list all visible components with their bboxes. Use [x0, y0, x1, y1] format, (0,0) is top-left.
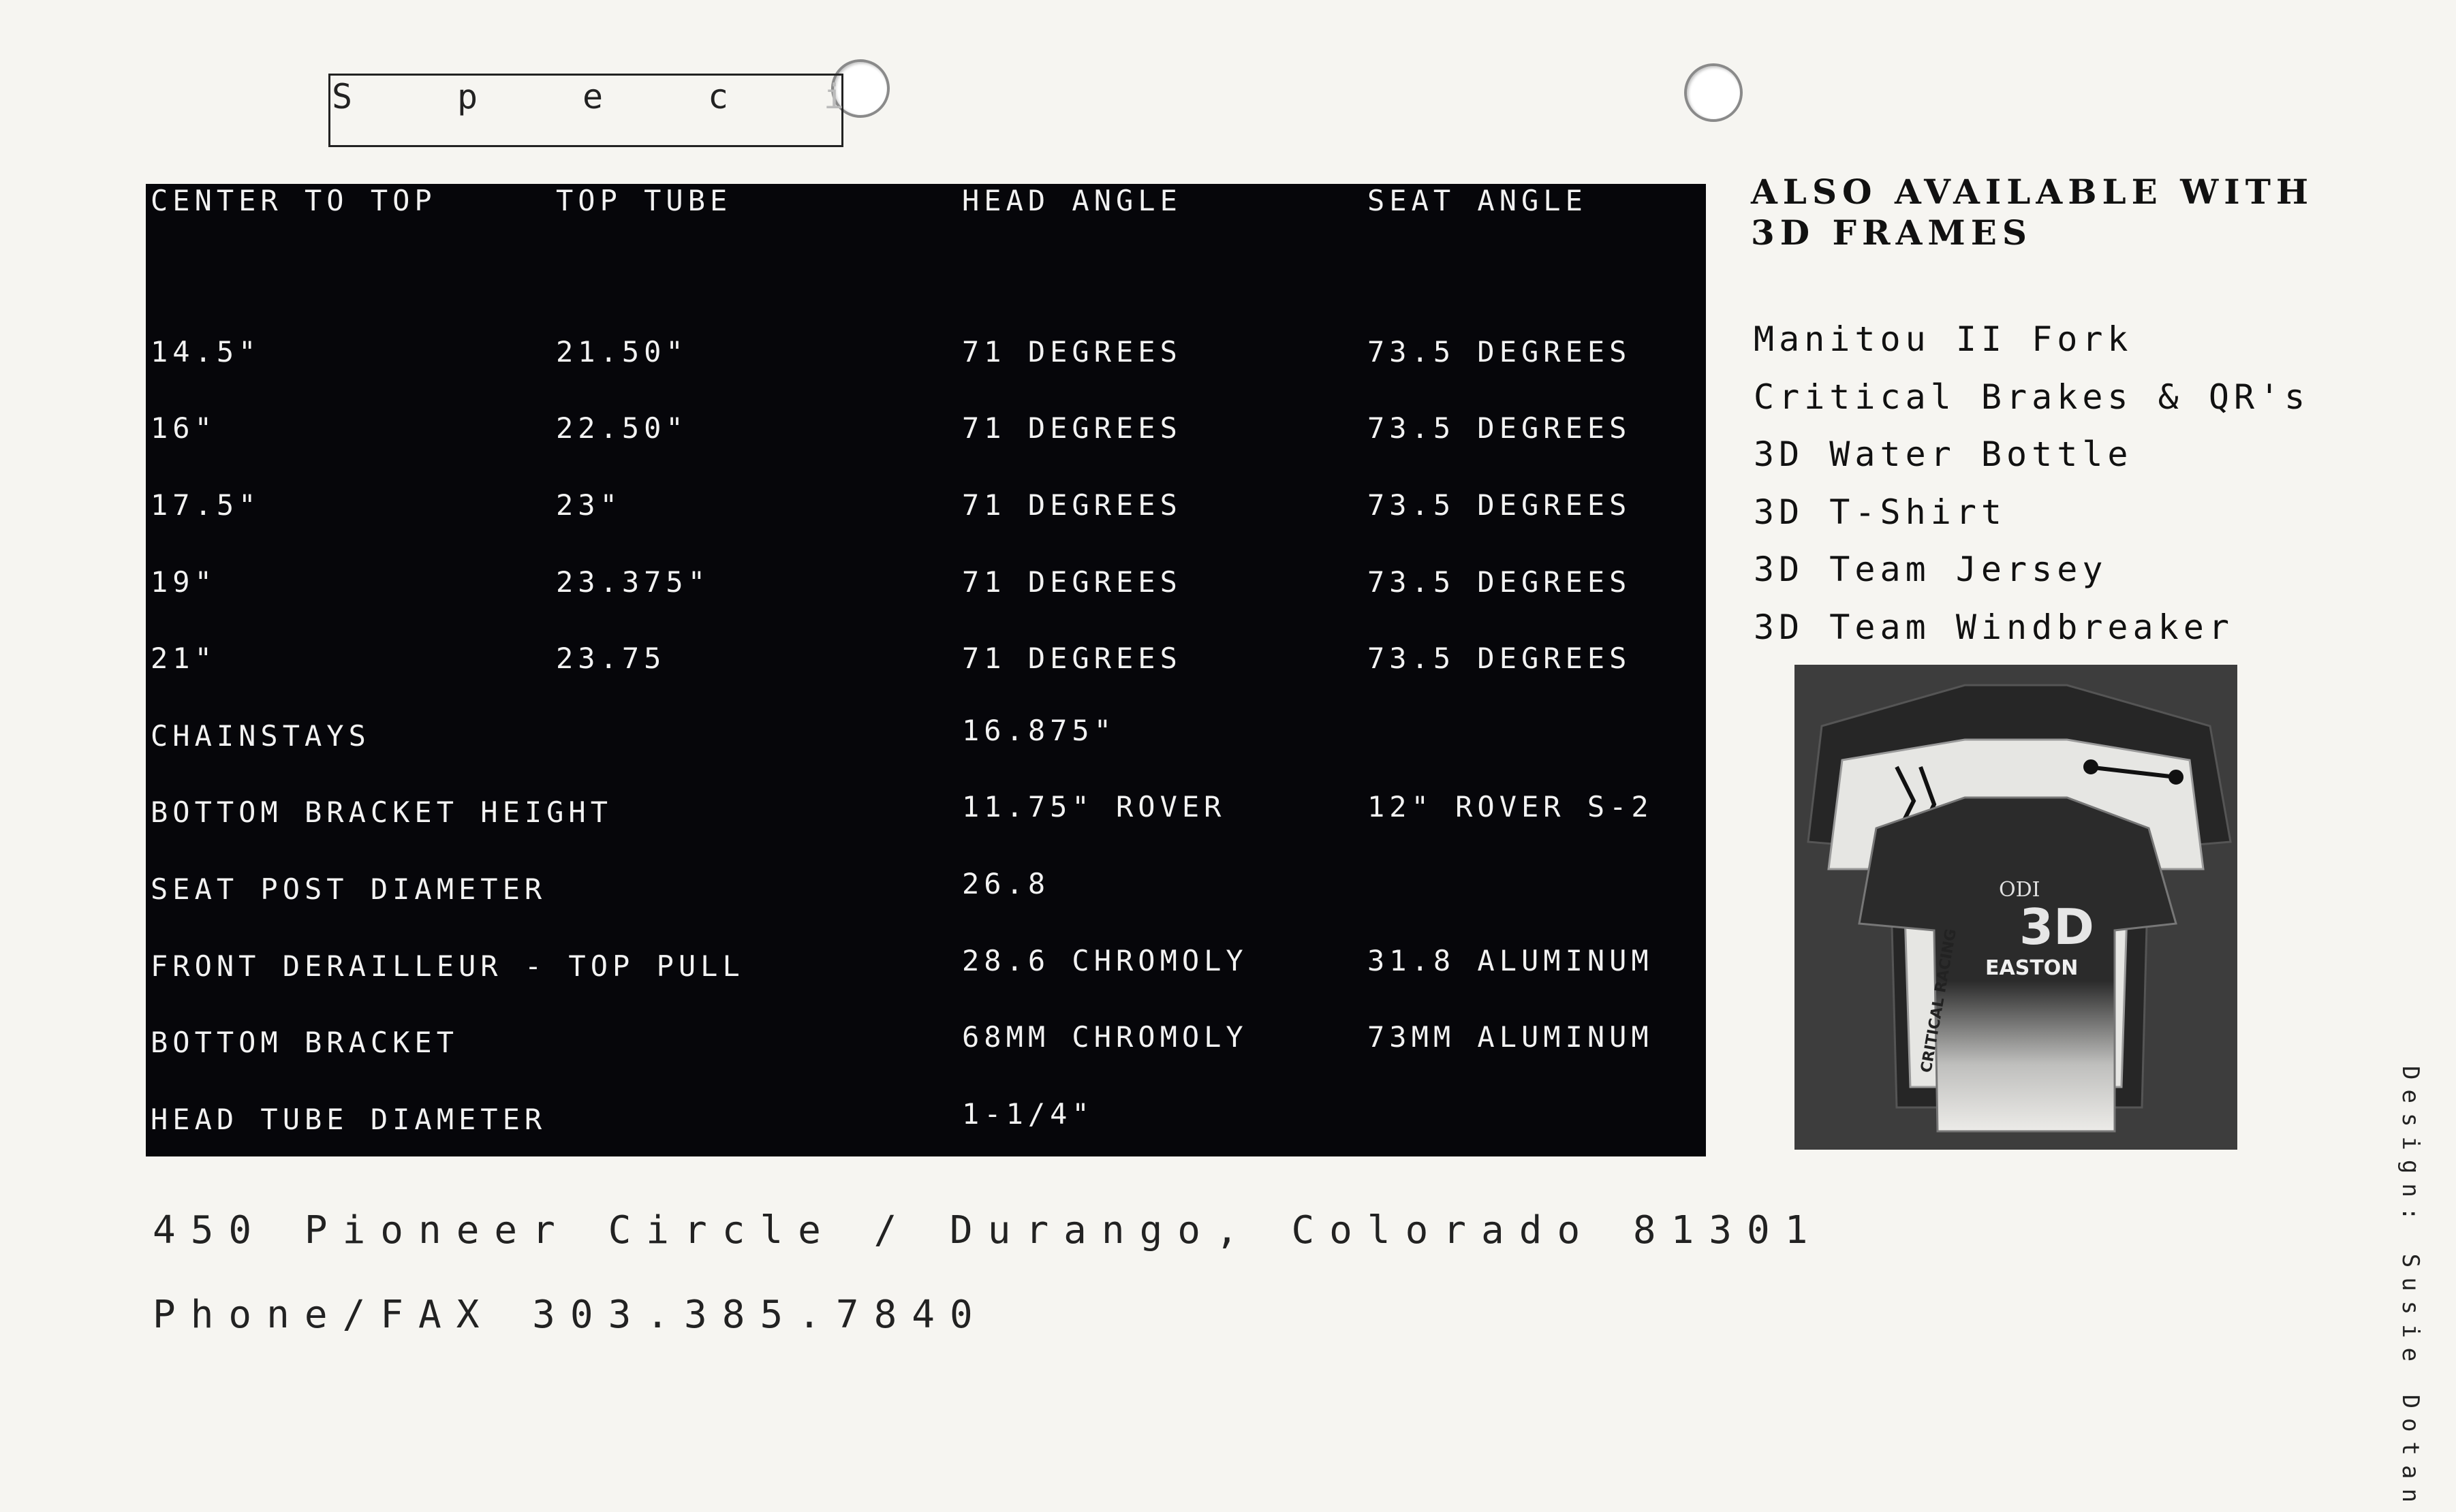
spec-letter: p: [457, 77, 478, 116]
head-angle-cell: 71 DEGREES: [962, 488, 1182, 522]
jersey-chest-text: ODI: [1999, 878, 2040, 902]
spec-value: 16.875": [962, 714, 1117, 747]
size-cell: 19": [151, 565, 217, 599]
spec-table: [146, 184, 1706, 1156]
spec-letter: c: [708, 77, 729, 116]
accessory-item: Manitou II Fork: [1754, 319, 2133, 359]
seat-angle-cell: 73.5 DEGREES: [1367, 642, 1632, 675]
column-header: CENTER TO TOP: [151, 184, 437, 217]
head-angle-cell: 71 DEGREES: [962, 642, 1182, 675]
seat-angle-cell: 73.5 DEGREES: [1367, 488, 1632, 522]
sidebar-title-line: ALSO AVAILABLE WITH: [1751, 172, 2314, 212]
spec-label: CHAINSTAYS: [151, 719, 371, 753]
size-cell: 16": [151, 411, 217, 445]
jersey-sleeve-text: CRITICAL RACING: [1918, 927, 1961, 1075]
punch-hole: [1684, 63, 1743, 122]
spec-value: 73MM ALUMINUM: [1367, 1020, 1653, 1054]
sidebar-title: [1751, 172, 2364, 253]
spec-label: HEAD TUBE DIAMETER: [151, 1103, 547, 1136]
seat-angle-cell: 73.5 DEGREES: [1367, 411, 1632, 445]
designer-credit: Design: Susie Dotan: [2397, 1066, 2424, 1512]
accessory-item: Critical Brakes & QR's: [1754, 377, 2310, 417]
seat-angle-cell: 73.5 DEGREES: [1367, 335, 1632, 368]
top-tube-cell: 21.50": [556, 335, 688, 368]
spec-title-box: [328, 74, 843, 147]
spec-label: SEAT POST DIAMETER: [151, 872, 547, 906]
top-tube-cell: 23": [556, 488, 622, 522]
accessory-item: 3D Team Windbreaker: [1754, 607, 2234, 647]
size-cell: 14.5": [151, 335, 261, 368]
spec-value: 11.75" ROVER: [962, 790, 1226, 823]
head-angle-cell: 71 DEGREES: [962, 565, 1182, 599]
jersey-illustration: [1794, 665, 2237, 1150]
head-angle-cell: 71 DEGREES: [962, 411, 1182, 445]
size-cell: 21": [151, 642, 217, 675]
column-header: TOP TUBE: [556, 184, 732, 217]
size-cell: 17.5": [151, 488, 261, 522]
column-header: SEAT ANGLE: [1367, 184, 1587, 217]
accessory-item: 3D Water Bottle: [1754, 435, 2133, 474]
accessory-list: [1754, 311, 2310, 656]
sidebar-title-line: 3D FRAMES: [1751, 212, 2032, 253]
spec-letter: S: [332, 77, 353, 116]
spec-letter: i: [824, 77, 845, 116]
jersey-sponsor-text: EASTON: [1985, 956, 2079, 980]
top-tube-cell: 22.50": [556, 411, 688, 445]
jersey-brand-mark: 3D: [2019, 898, 2094, 956]
spec-value: 28.6 CHROMOLY: [962, 944, 1248, 977]
spec-letter: e: [582, 77, 604, 116]
top-tube-cell: 23.75: [556, 642, 666, 675]
head-angle-cell: 71 DEGREES: [962, 335, 1182, 368]
spec-value: 26.8: [962, 867, 1051, 900]
accessory-item: 3D Team Jersey: [1754, 550, 2108, 589]
column-header: HEAD ANGLE: [962, 184, 1182, 217]
spec-value: 12" ROVER S-2: [1367, 790, 1653, 823]
seat-angle-cell: 73.5 DEGREES: [1367, 565, 1632, 599]
accessory-item: 3D T-Shirt: [1754, 492, 2007, 532]
top-tube-cell: 23.375": [556, 565, 711, 599]
spec-value: 68MM CHROMOLY: [962, 1020, 1248, 1054]
phone-line: Phone/FAX 303.385.7840: [153, 1293, 988, 1337]
address-line: 450 Pioneer Circle / Durango, Colorado 81301: [153, 1208, 1823, 1253]
spec-value: 1-1/4": [962, 1097, 1094, 1131]
spec-label: FRONT DERAILLEUR - TOP PULL: [151, 949, 745, 983]
spec-label: BOTTOM BRACKET: [151, 1026, 459, 1059]
spec-label: BOTTOM BRACKET HEIGHT: [151, 796, 613, 829]
jersey-photo: [1794, 665, 2237, 1150]
spec-value: 31.8 ALUMINUM: [1367, 944, 1653, 977]
